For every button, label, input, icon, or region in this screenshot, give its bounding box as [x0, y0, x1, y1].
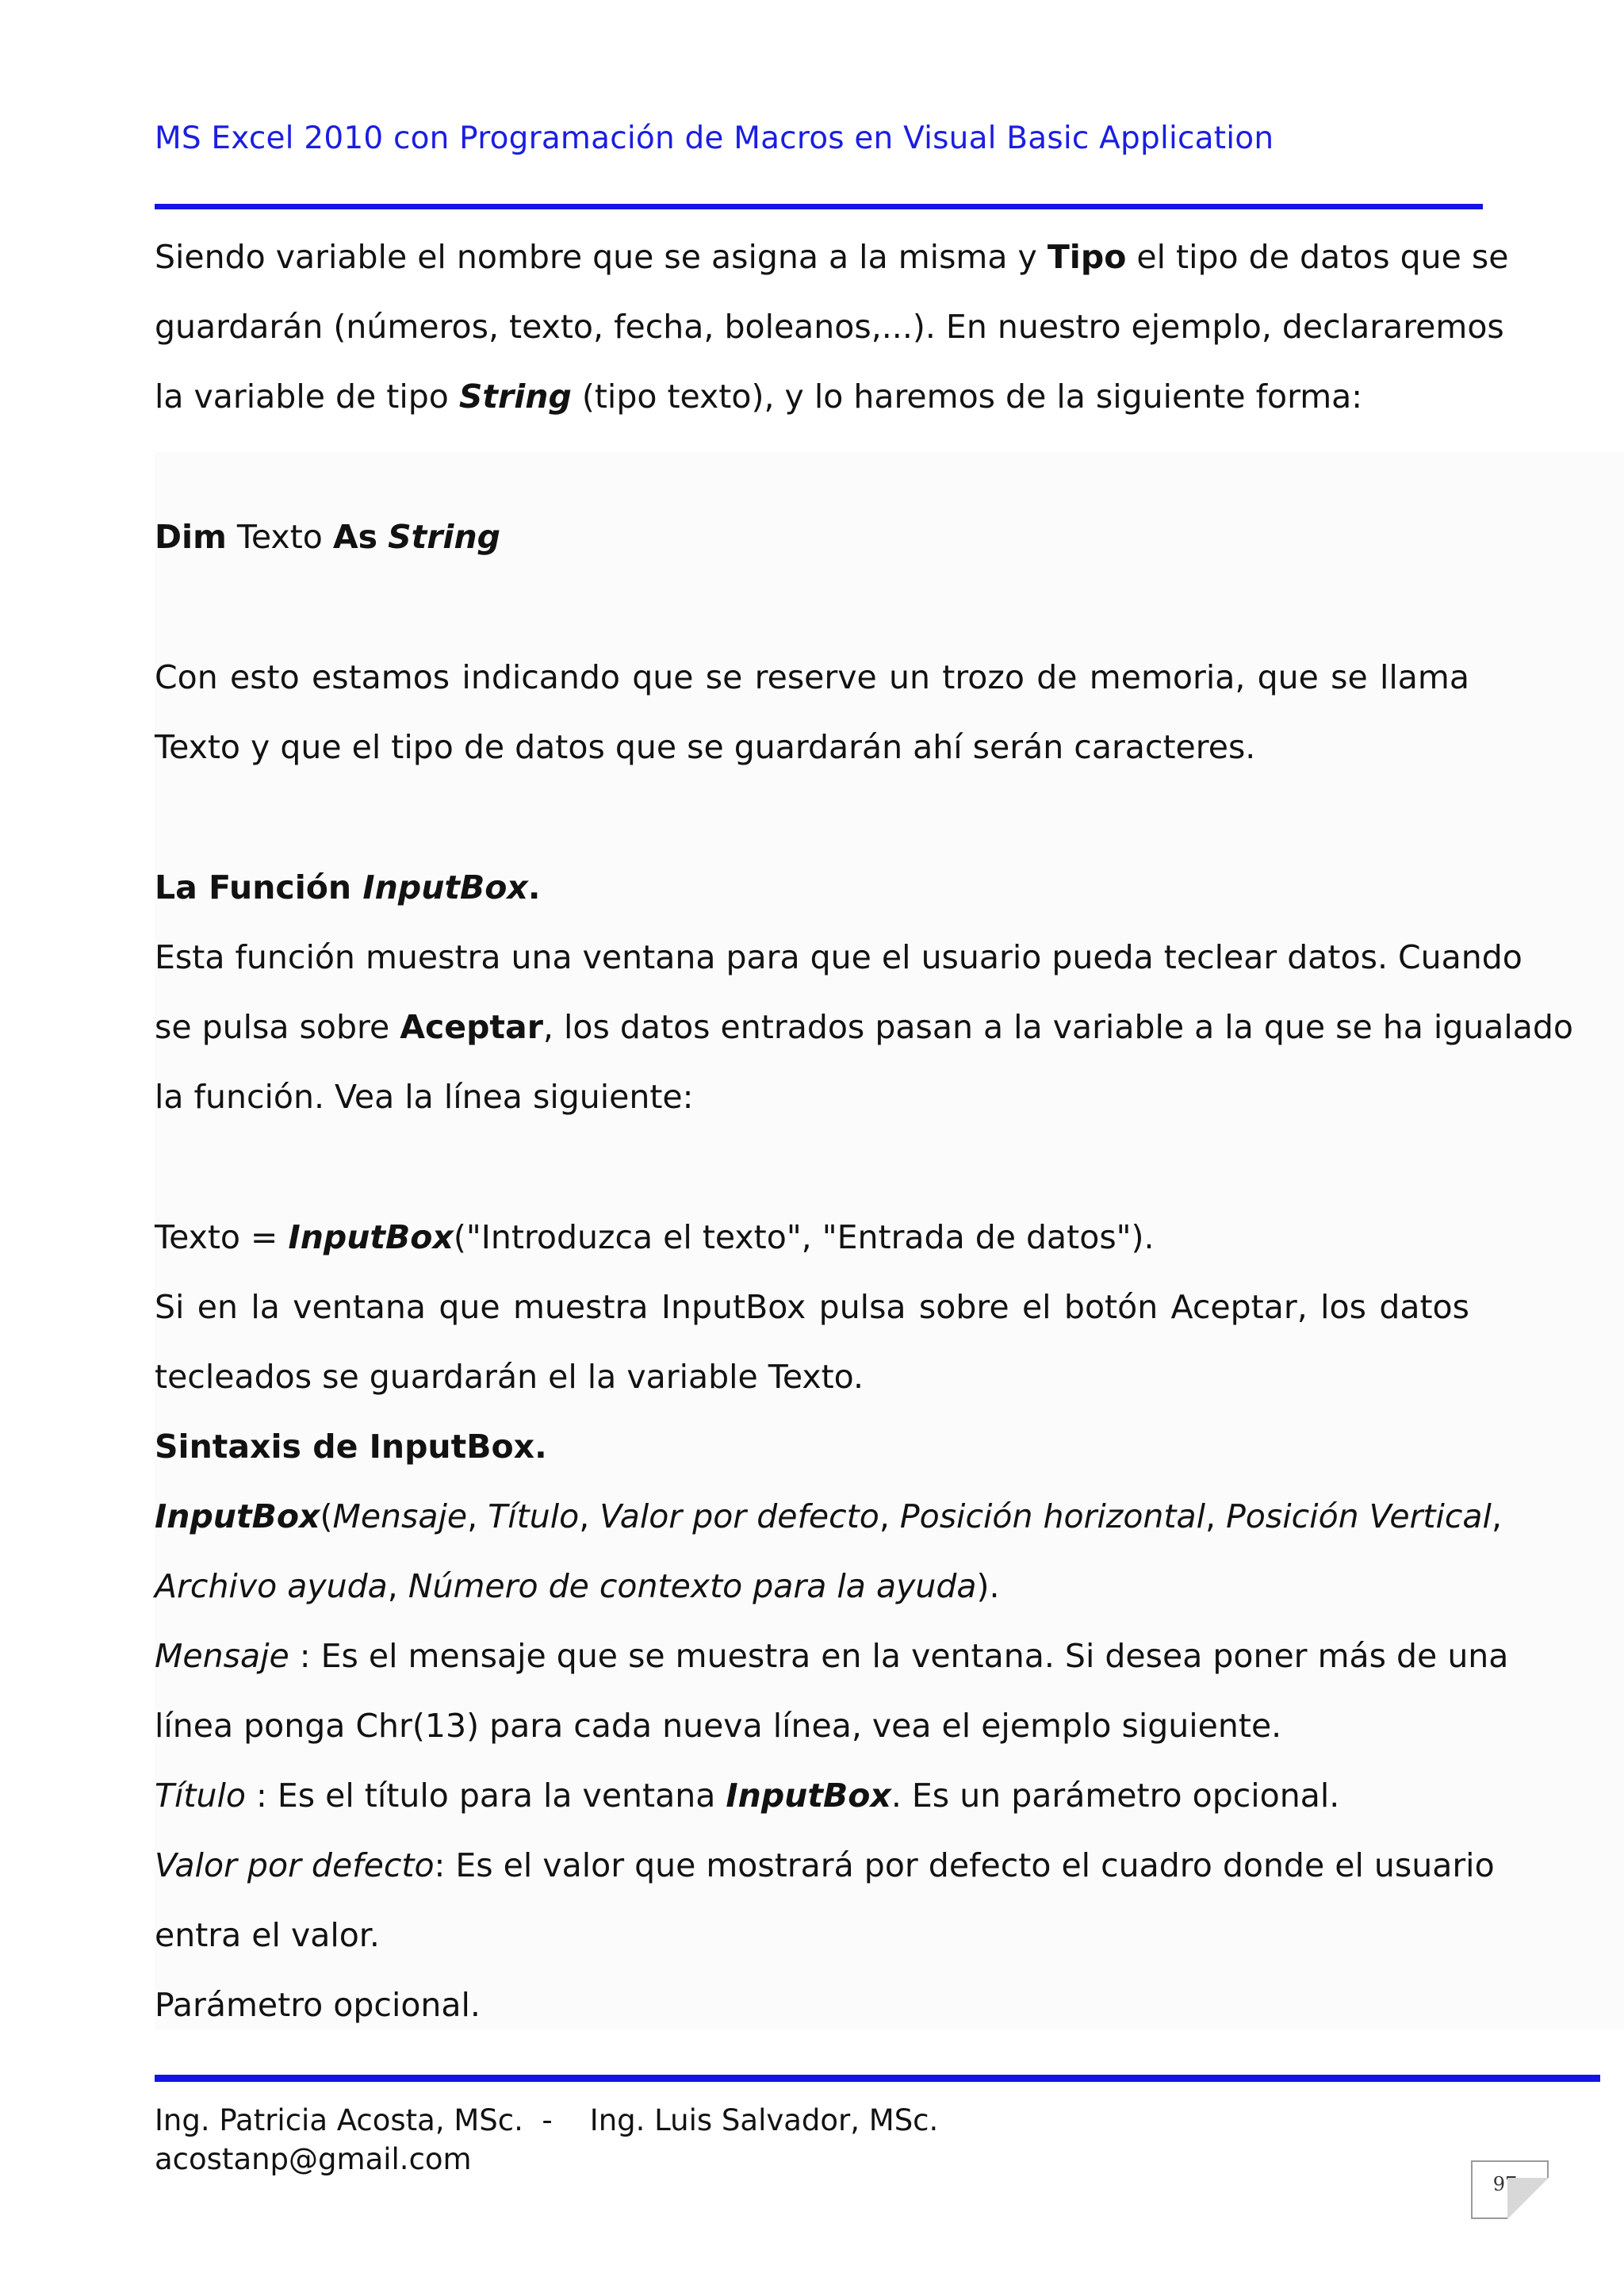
syntax-line: Archivo ayuda, Número de contexto para la ayuda).: [155, 1567, 1000, 1605]
paragraph-line: se pulsa sobre Aceptar, los datos entrados pasan a la variable a la que se ha igualado: [155, 1008, 1574, 1046]
page-number: 97: [1492, 2173, 1518, 2195]
paragraph-line: tecleados se guardarán el la variable Texto.: [155, 1358, 864, 1396]
code-declaration-line: Dim Texto As String: [155, 518, 501, 556]
paragraph-line: Texto y que el tipo de datos que se guardarán ahí serán caracteres.: [155, 728, 1256, 766]
parameter-line: entra el valor.: [155, 1916, 380, 1954]
page-number-box: [1471, 2160, 1549, 2219]
syntax-line: InputBox(Mensaje, Título, Valor por defecto, Posición horizontal, Posición Vertical,: [155, 1497, 1502, 1535]
paragraph-line: Con esto estamos indicando que se reserve un trozo de memoria, que se llama: [155, 658, 1469, 696]
paragraph-line: Si en la ventana que muestra InputBox pulsa sobre el botón Aceptar, los datos: [155, 1288, 1469, 1326]
footer-authors: Ing. Patricia Acosta, MSc. - Ing. Luis Salvador, MSc.: [155, 2103, 939, 2137]
header-title: MS Excel 2010 con Programación de Macros en Visual Basic Application: [155, 121, 1274, 156]
code-example-line: Texto = InputBox("Introduzca el texto", "Entrada de datos").: [155, 1218, 1155, 1256]
paragraph-line: Esta función muestra una ventana para que el usuario pueda teclear datos. Cuando: [155, 938, 1522, 976]
paragraph-line: la función. Vea la línea siguiente:: [155, 1078, 694, 1116]
parameter-line: Mensaje : Es el mensaje que se muestra en la ventana. Si desea poner más de una: [155, 1637, 1509, 1675]
parameter-line: línea ponga Chr(13) para cada nueva línea, vea el ejemplo siguiente.: [155, 1707, 1282, 1745]
header-rule: [155, 204, 1483, 209]
paragraph-line: guardarán (números, texto, fecha, boleanos,...). En nuestro ejemplo, declararemos: [155, 308, 1504, 346]
paragraph-line: Siendo variable el nombre que se asigna a la misma y Tipo el tipo de datos que se: [155, 238, 1509, 276]
parameter-line: Título : Es el título para la ventana InputBox. Es un parámetro opcional.: [155, 1777, 1340, 1815]
footer-email: acostanp@gmail.com: [155, 2142, 472, 2176]
section-heading: La Función InputBox.: [155, 868, 541, 907]
parameter-line: Valor por defecto: Es el valor que mostrará por defecto el cuadro donde el usuario: [155, 1846, 1495, 1884]
paragraph-line: la variable de tipo String (tipo texto), y lo haremos de la siguiente forma:: [155, 378, 1363, 416]
parameter-line: Parámetro opcional.: [155, 1986, 481, 2024]
footer-rule: [155, 2075, 1600, 2082]
section-heading: Sintaxis de InputBox.: [155, 1428, 547, 1466]
